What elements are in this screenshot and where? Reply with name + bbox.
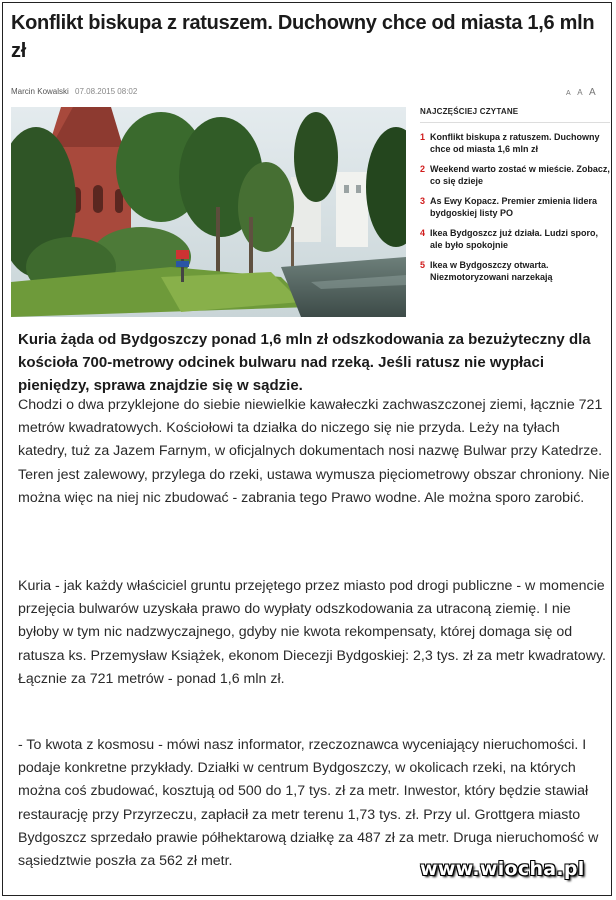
article-photo[interactable]: [11, 107, 406, 317]
cathedral-river-photo: [11, 107, 406, 317]
page-frame: [2, 2, 612, 896]
site-watermark: www.wiocha.pl: [420, 858, 585, 880]
rank-number: 1: [420, 132, 426, 142]
article-paragraph-3: - To kwota z kosmosu - mówi nasz informator, rzeczoznawca wyceniający nieruchomości. I podaje konkretne przykłady. Działki w centrum Bydgoszczy, w okolicach rzeki, na których można coś zbudować, kosztują od 500 do 1,7 tys. zł za metr. Inwestor, który będzie stawiał restaurację przy Przyrzeczu, zapłacił za metr terenu 1,73 tys. zł. Przy ul. Grottgera miasto Bydgoszcz sprzedało prawie półhektarową działkę za 487 zł za metr. Druga nieruchomość w sąsiedztwie poszła za 562 zł metr.: [18, 737, 599, 870]
font-size-large-button[interactable]: A: [589, 87, 598, 98]
most-read-link[interactable]: As Ewy Kopacz. Premier zmienia lidera bydgoskiej listy PO: [430, 196, 598, 218]
rank-number: 5: [420, 260, 426, 270]
most-read-sidebar: [420, 107, 610, 291]
font-size-medium-button[interactable]: A: [577, 88, 585, 97]
most-read-link[interactable]: Ikea Bydgoszcz już działa. Ludzi sporo, ale było spokojnie: [430, 228, 599, 250]
most-read-link[interactable]: Konflikt biskupa z ratuszem. Duchowny chce od miasta 1,6 mln zł: [430, 132, 600, 154]
font-size-controls: [566, 87, 598, 98]
article-paragraph-2: Kuria - jak każdy właściciel gruntu przejętego przez miasto pod drogi publiczne - w momencie przejęcia bulwarów uzyskała prawo do wypłaty odszkodowania za utraconą ziemię. I nie byłoby w tym nic nadzwyczajnego, gdyby nie kwota rekompensaty, której domaga się od ratusza ks. Przemysław Książek, ekonom Diecezji Bydgoskiej: 2,3 tys. zł za metr kwadratowy. Łącznie za 721 metrów - ponad 1,6 mln zł.: [18, 578, 606, 687]
most-read-title: NAJCZĘŚCIEJ CZYTANE: [420, 107, 610, 123]
font-size-small-button[interactable]: A: [566, 90, 573, 97]
rank-number: 3: [420, 196, 426, 206]
author-name[interactable]: Marcin Kowalski: [11, 87, 69, 96]
article-meta: [11, 87, 137, 96]
article-lead: Kuria żąda od Bydgoszczy ponad 1,6 mln zł odszkodowania za bezużyteczny dla kościoła 700-metrowy odcinek bulwaru nad rzeką. Jeśli ratusz nie wypłaci pieniędzy, sprawa znajdzie się w sądzie.: [18, 331, 591, 394]
rank-number: 4: [420, 228, 426, 238]
article-headline: Konflikt biskupa z ratuszem. Duchowny chce od miasta 1,6 mln zł: [11, 12, 595, 62]
article-paragraph-1: Chodzi o dwa przyklejone do siebie niewielkie kawałeczki zachwaszczonej ziemi, łącznie 721 metrów kwadratowych. Kościołowi ta działka do niczego się nie przyda. Leży na tyłach katedry, tuż za Jazem Farnym, w oficjalnych dokumentach nosi nazwę Bulwar przy Katedrze. Teren jest zalewowy, przylega do rzeki, ustawa wymusza pięciometrowy obszar chroniony. Nie można więc na niej nic zbudować - zabrania tego Prawo wodne. Ale można sporo zarobić.: [18, 397, 610, 506]
rank-number: 2: [420, 164, 426, 174]
most-read-item-4[interactable]: [420, 227, 610, 251]
most-read-item-1[interactable]: [420, 131, 610, 155]
most-read-item-5[interactable]: [420, 259, 610, 283]
most-read-link[interactable]: Weekend warto zostać w mieście. Zobacz, co się dzieje: [430, 164, 610, 186]
most-read-item-3[interactable]: [420, 195, 610, 219]
publish-date: 07.08.2015 08:02: [75, 87, 138, 96]
most-read-link[interactable]: Ikea w Bydgoszczy otwarta. Niezmotoryzowani narzekają: [430, 260, 553, 282]
most-read-item-2[interactable]: [420, 163, 610, 187]
